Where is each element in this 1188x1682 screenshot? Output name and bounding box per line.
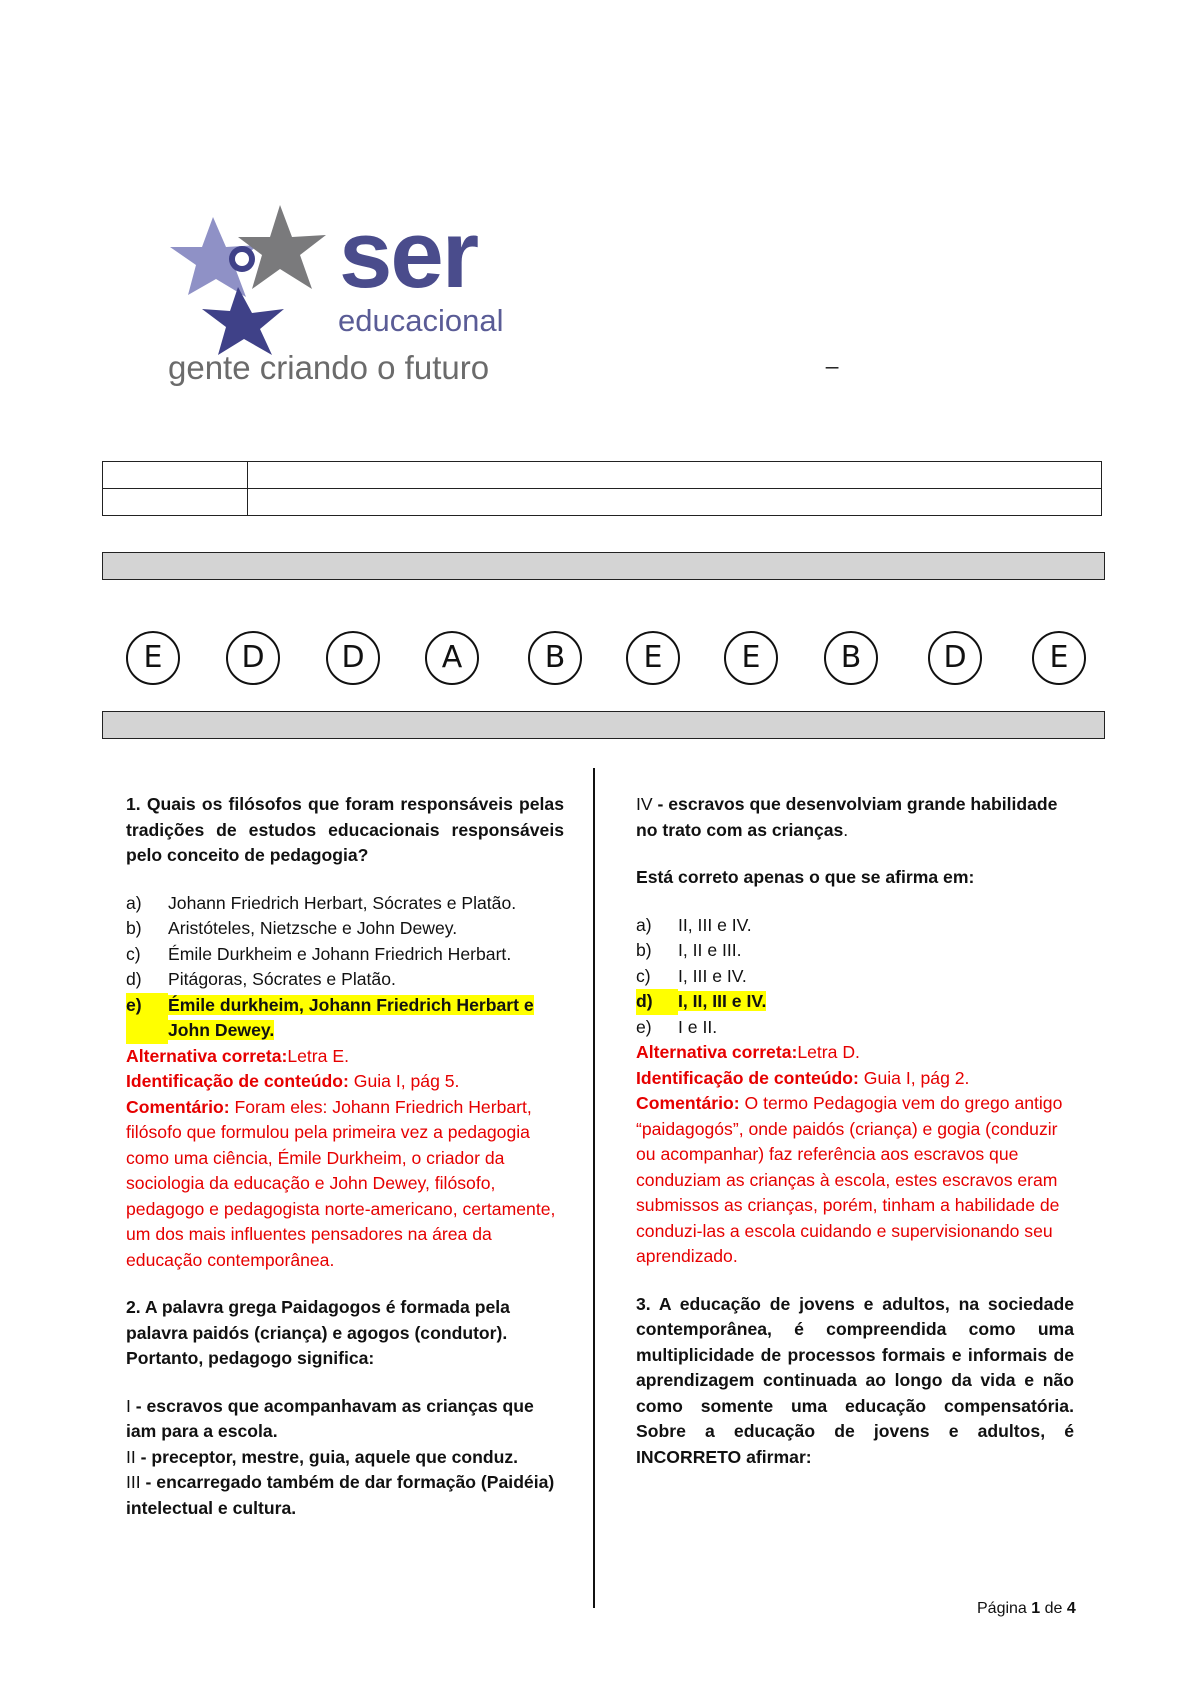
answer-circle: B [528,631,582,685]
header-dash: _ [826,344,839,369]
logo-sub-text: educacional [338,303,504,338]
option-text: II, III e IV. [678,914,752,935]
option-text: I, III e IV. [678,965,747,986]
option-letter: c) [636,965,651,986]
question-body: Quais os filósofos que foram responsáveis pelas tradições de estudos educacionais responsáveis pelo conceito de pedagogia? [126,794,564,865]
option-item-correct [126,993,564,1044]
item-end: . [843,819,849,840]
label: Identificação de conteúdo: [126,1071,349,1091]
value: Guia I, pág 2. [858,1067,970,1088]
logo-stars-icon [168,205,343,355]
question-2-text: 2. A palavra grega Paidagogos é formada pela palavra paidós (criança) e agogos (condutor). Portanto, pedagogo significa: [126,1297,510,1368]
item-text: - escravos que acompanhavam as crianças que iam para a escola. [126,1395,534,1441]
item-number: III [126,1472,141,1492]
ser-educacional-logo [168,201,508,395]
page-footer [977,1600,1076,1618]
item-text: - encarregado também de dar formação (Paidéia) intelectual e cultura. [126,1472,555,1518]
highlighted-text: Émile durkheim, Johann Friedrich Herbart e John Dewey. [168,994,534,1040]
item-text: - preceptor, mestre, guia, aquele que conduz. [135,1446,519,1467]
page-total: 4 [1066,1600,1076,1617]
q2-comment [636,1091,1074,1270]
answer-circle: D [326,631,380,685]
option-item [636,1015,1074,1041]
q2-item-3 [126,1470,564,1521]
item-number: I [126,1395,131,1416]
answer-circle: A [425,631,479,685]
info-table [102,461,1102,516]
label: Comentário: [126,1096,230,1117]
q1-correct-answer [126,1044,564,1070]
question-1-text [126,792,564,869]
option-text: Aristóteles, Nietzsche e John Dewey. [168,918,458,938]
item-number: II [126,1446,136,1467]
page-label: Página [977,1600,1027,1617]
column-divider [593,768,595,1608]
option-item [636,964,1074,990]
q2-item-4 [636,792,1074,843]
value: Letra D. [797,1042,860,1062]
table-cell [103,462,248,489]
q2-prompt: Está correto apenas o que se afirma em: [636,867,975,887]
value: O termo Pedagogia vem do grego antigo “paidagogós”, onde paidós (criança) e gogia (conduzir ou acompanhar) faz referência aos escravos que conduziam as crianças à escola, estes escravos eram submissos as crianças, porém, tinham a habilidade de conduzi-las a escola cuidando e supervisionando seu aprendizado. [636,1093,1063,1266]
option-letter: d) [126,969,142,989]
question-1-options [126,891,564,1044]
answer-circle: E [1032,631,1086,685]
logo-tagline: gente criando o futuro [168,349,490,386]
q2-item-2 [126,1445,564,1471]
option-letter: e) [636,1016,652,1037]
value: Foram eles: Johann Friedrich Herbart, filósofo que formulou pela primeira vez a pedagogia como uma ciência, Émile Durkheim, o criador da sociologia da educação e John Dewey, filósofo, pedagogo e pedagogista norte-americano, certamente, um dos mais influentes pensadores na área da educação contemporânea. [126,1096,556,1270]
option-item [126,942,564,968]
option-text: Pitágoras, Sócrates e Platão. [168,969,396,989]
option-letter: e) [126,993,168,1044]
option-text: I e II. [678,1016,718,1037]
q1-comment [126,1095,564,1274]
option-text [168,993,564,1044]
answer-circle: E [126,631,180,685]
table-cell [103,489,248,516]
left-column [126,792,564,1521]
option-item [126,967,564,993]
section-bar-answers [102,552,1105,580]
section-bar-questions [102,711,1105,739]
answer-circle: E [626,631,680,685]
page-number: 1 [1031,1600,1041,1617]
option-letter: a) [636,914,652,935]
label: Alternativa correta: [126,1045,288,1066]
answer-circle: D [928,631,982,685]
answer-circle: D [226,631,280,685]
option-letter: c) [126,943,141,964]
value: Letra E. [287,1045,349,1066]
table-cell [248,489,1102,516]
q2-item-1 [126,1394,564,1445]
option-letter: b) [636,940,652,960]
right-column [636,792,1074,1470]
highlighted-text: I, II, III e IV. [678,991,767,1011]
table-row [103,462,1102,489]
option-text [678,989,766,1015]
question-2-options [636,913,1074,1041]
label: Alternativa correta: [636,1042,798,1062]
question-number: 1. [126,794,141,814]
question-3-text: 3. A educação de jovens e adultos, na sociedade contemporânea, é compreendida como uma multiplicidade de processos formais e informais de aprendizagem continuada ao longo da vida e não como somente uma educação compensatória. Sobre a educação de jovens e adultos, é INCORRETO afirmar: [636,1293,1074,1467]
logo-brand-text: ser [339,201,478,308]
answer-circle: E [724,631,778,685]
of-label: de [1044,1600,1063,1617]
label: Comentário: [636,1093,740,1113]
q1-content-id [126,1069,564,1095]
option-item [636,913,1074,939]
table-row [103,489,1102,516]
option-letter: b) [126,918,142,938]
label: Identificação de conteúdo: [636,1067,859,1088]
option-text: I, II e III. [678,940,742,960]
option-letter: a) [126,892,142,913]
value: Guia I, pág 5. [348,1071,460,1091]
option-item-correct [636,989,1074,1015]
answer-key [126,631,1086,687]
option-item [126,891,564,917]
item-number: IV [636,794,653,814]
option-letter: d) [636,989,678,1015]
q2-correct-answer [636,1040,1074,1066]
option-text: Émile Durkheim e Johann Friedrich Herbart. [168,943,512,964]
answer-circle: B [824,631,878,685]
option-text: Johann Friedrich Herbart, Sócrates e Platão. [168,892,517,913]
table-cell [248,462,1102,489]
item-text: - escravos que desenvolviam grande habilidade no trato com as crianças [636,794,1058,840]
option-item [636,938,1074,964]
option-item [126,916,564,942]
q2-content-id [636,1066,1074,1092]
